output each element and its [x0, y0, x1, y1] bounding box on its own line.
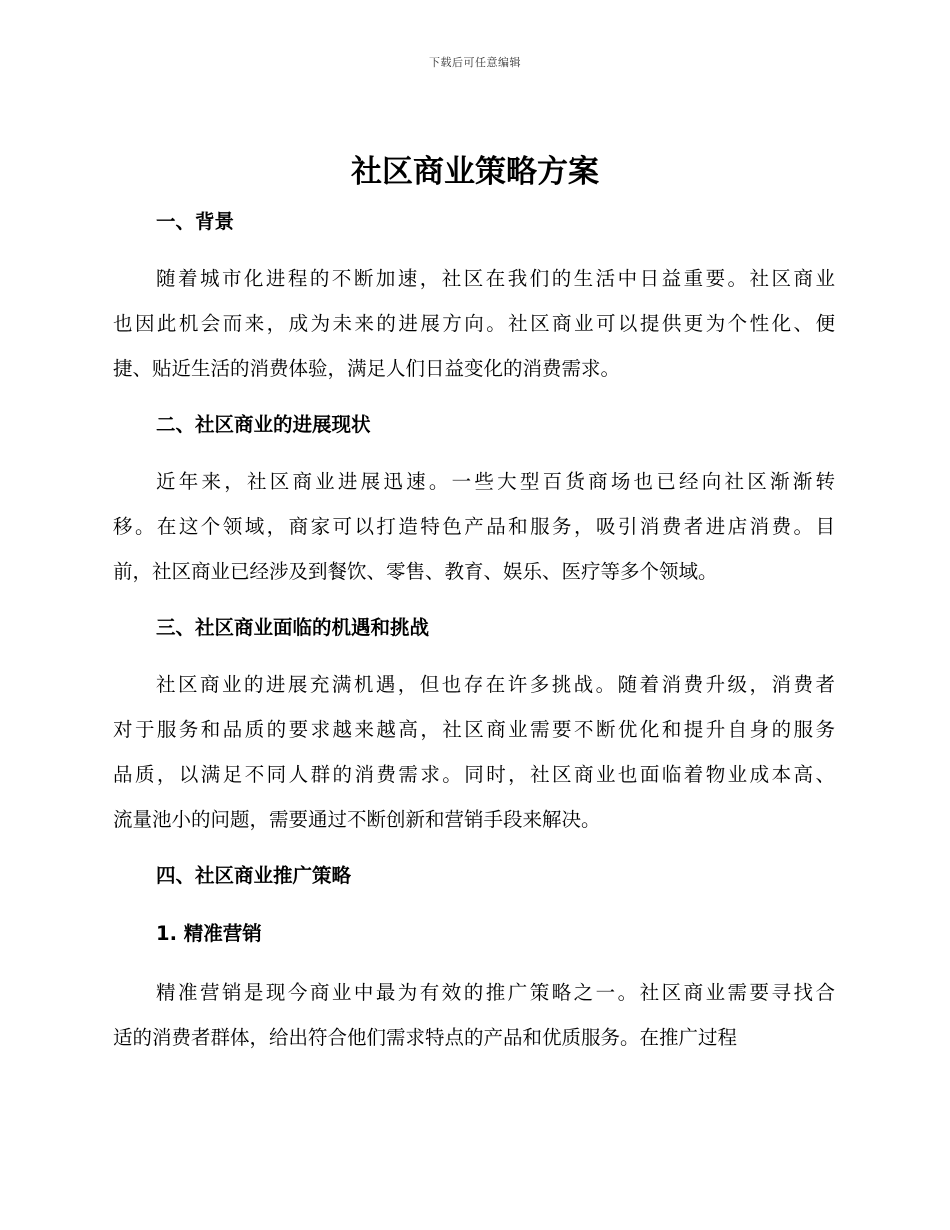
paragraph-background [113, 256, 835, 391]
paragraph-strategy [113, 970, 835, 1060]
paragraph-line: 移。在这个领域，商家可以打造特色产品和服务，吸引消费者进店消费。目 [113, 515, 835, 538]
paragraph-line: 随着城市化进程的不断加速，社区在我们的生活中日益重要。社区商业 [156, 267, 835, 290]
sub-heading-precision-marketing: 1. 精准营销 [156, 922, 262, 945]
section-heading-opportunities: 三、社区商业面临的机遇和挑战 [156, 616, 430, 639]
header-note: 下载后可任意编辑 [429, 56, 521, 69]
paragraph-line: 品质，以满足不同人群的消费需求。同时，社区商业也面临着物业成本高、 [113, 763, 835, 786]
paragraph-line: 近年来，社区商业进展迅速。一些大型百货商场也已经向社区渐渐转 [156, 470, 835, 493]
paragraph-line: 社区商业的进展充满机遇，但也存在许多挑战。随着消费升级，消费者 [156, 673, 835, 696]
paragraph-line: 捷、贴近生活的消费体验，满足人们日益变化的消费需求。 [113, 357, 621, 380]
paragraph-line: 适的消费者群体，给出符合他们需求特点的产品和优质服务。在推广过程 [113, 1026, 738, 1049]
paragraph-line: 对于服务和品质的要求越来越高，社区商业需要不断优化和提升自身的服务 [113, 718, 835, 741]
document-body [113, 200, 835, 1060]
paragraph-opportunities [113, 662, 835, 842]
section-heading-strategy: 四、社区商业推广策略 [156, 864, 352, 887]
section-heading-status: 二、社区商业的进展现状 [156, 413, 371, 436]
paragraph-line: 也因此机会而来，成为未来的进展方向。社区商业可以提供更为个性化、便 [113, 312, 835, 335]
section-heading-background: 一、背景 [156, 210, 235, 233]
document-title: 社区商业策略方案 [351, 154, 599, 190]
paragraph-status [113, 459, 835, 594]
paragraph-line: 前，社区商业已经涉及到餐饮、零售、教育、娱乐、医疗等多个领域。 [113, 560, 718, 583]
paragraph-line: 精准营销是现今商业中最为有效的推广策略之一。社区商业需要寻找合 [156, 981, 835, 1004]
paragraph-line: 流量池小的问题，需要通过不断创新和营销手段来解决。 [113, 808, 601, 831]
